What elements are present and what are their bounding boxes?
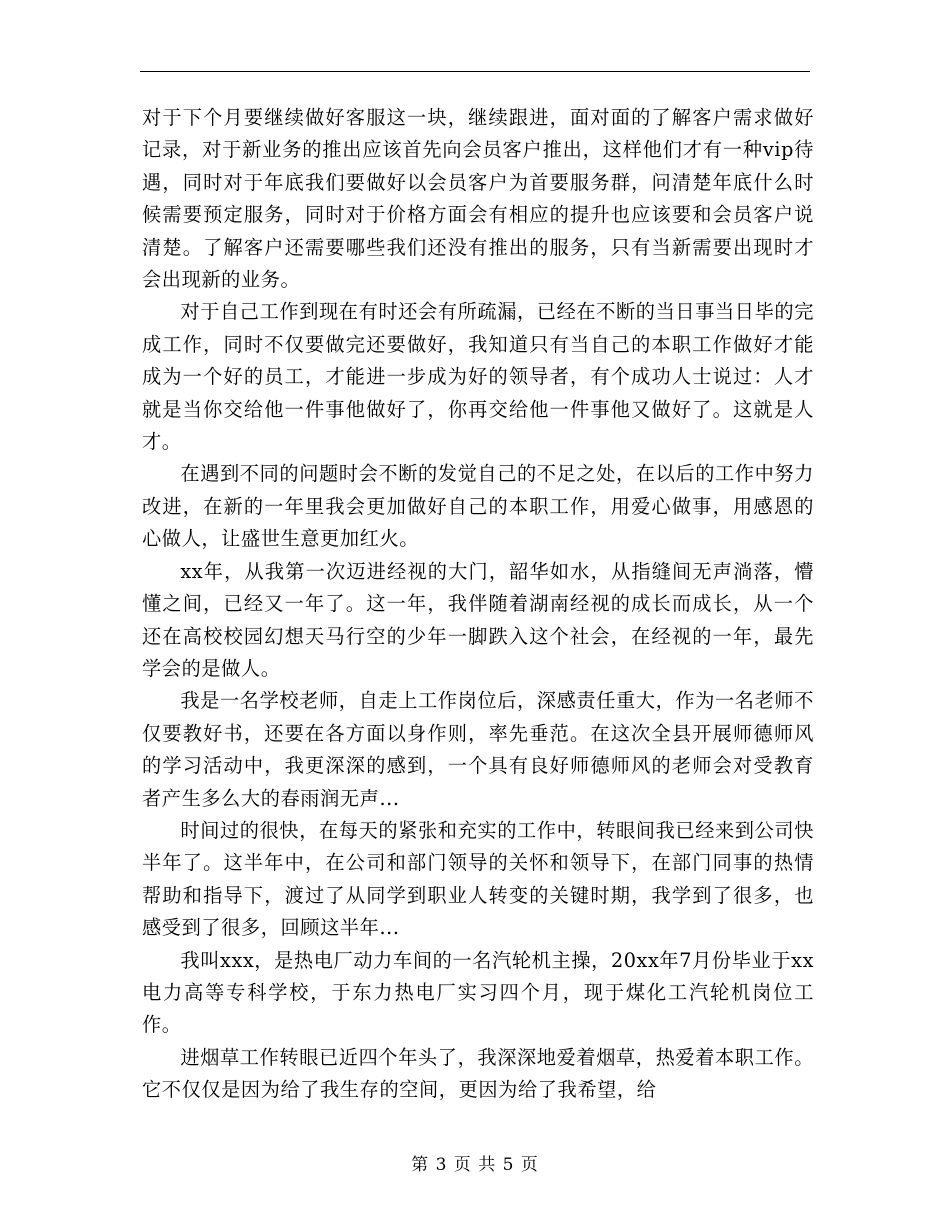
paragraph: 时间过的很快，在每天的紧张和充实的工作中，转眼间我已经来到公司快半年了。这半年中，在公司和部门领导的关怀和领导下，在部门同事的热情帮助和指导下，渡过了从同学到职业人转变的关键时期，我学到了很多，也感受到了很多，回顾这半年... [142,818,814,940]
header-rule [140,71,810,72]
paragraph: 在遇到不同的问题时会不断的发觉自己的不足之处，在以后的工作中努力改进，在新的一年里我会更加做好自己的本职工作，用爱心做事，用感恩的心做人，让盛世生意更加红火。 [142,462,814,551]
paragraph: 我是一名学校老师，自走上工作岗位后，深感责任重大，作为一名老师不仅要教好书，还要在各方面以身作则，率先垂范。在这次全县开展师德师风的学习活动中，我更深深的感到，一个具有良好师德师风的老师会对受教育者产生多么大的春雨润无声... [142,689,814,810]
paragraph: 对于自己工作到现在有时还会有所疏漏，已经在不断的当日事当日毕的完成工作，同时不仅要做完还要做好，我知道只有当自己的本职工作做好才能成为一个好的员工，才能进一步成为好的领导者，有个成功人士说过：人才就是当你交给他一件事他做好了，你再交给他一件事他又做好了。这就是人才。 [142,300,814,454]
document-body [142,102,814,1107]
page-footer: 第 3 页 共 5 页 [411,1155,539,1175]
paragraph: 进烟草工作转眼已近四个年头了，我深深地爱着烟草，热爱着本职工作。它不仅仅是因为给了我生存的空间，更因为给了我希望，给 [142,1045,814,1102]
paragraph: xx年，从我第一次迈进经视的大门，韶华如水，从指缝间无声淌落，懵懂之间，已经又一年了。这一年，我伴随着湖南经视的成长而成长，从一个还在高校校园幻想天马行空的少年一脚跌入这个社会，在经视的一年，最先学会的是做人。 [142,559,814,680]
paragraph: 我叫xxx，是热电厂动力车间的一名汽轮机主操，20xx年7月份毕业于xx电力高等专科学校，于东力热电厂实习四个月，现于煤化工汽轮机岗位工作。 [142,948,814,1037]
paragraph: 对于下个月要继续做好客服这一块，继续跟进，面对面的了解客户需求做好记录，对于新业务的推出应该首先向会员客户推出，这样他们才有一种vip待遇，同时对于年底我们要做好以会员客户为首要服务群，问清楚年底什么时候需要预定服务，同时对于价格方面会有相应的提升也应该要和会员客户说清楚。了解客户还需要哪些我们还没有推出的服务，只有当新需要出现时才会出现新的业务。 [142,106,814,292]
